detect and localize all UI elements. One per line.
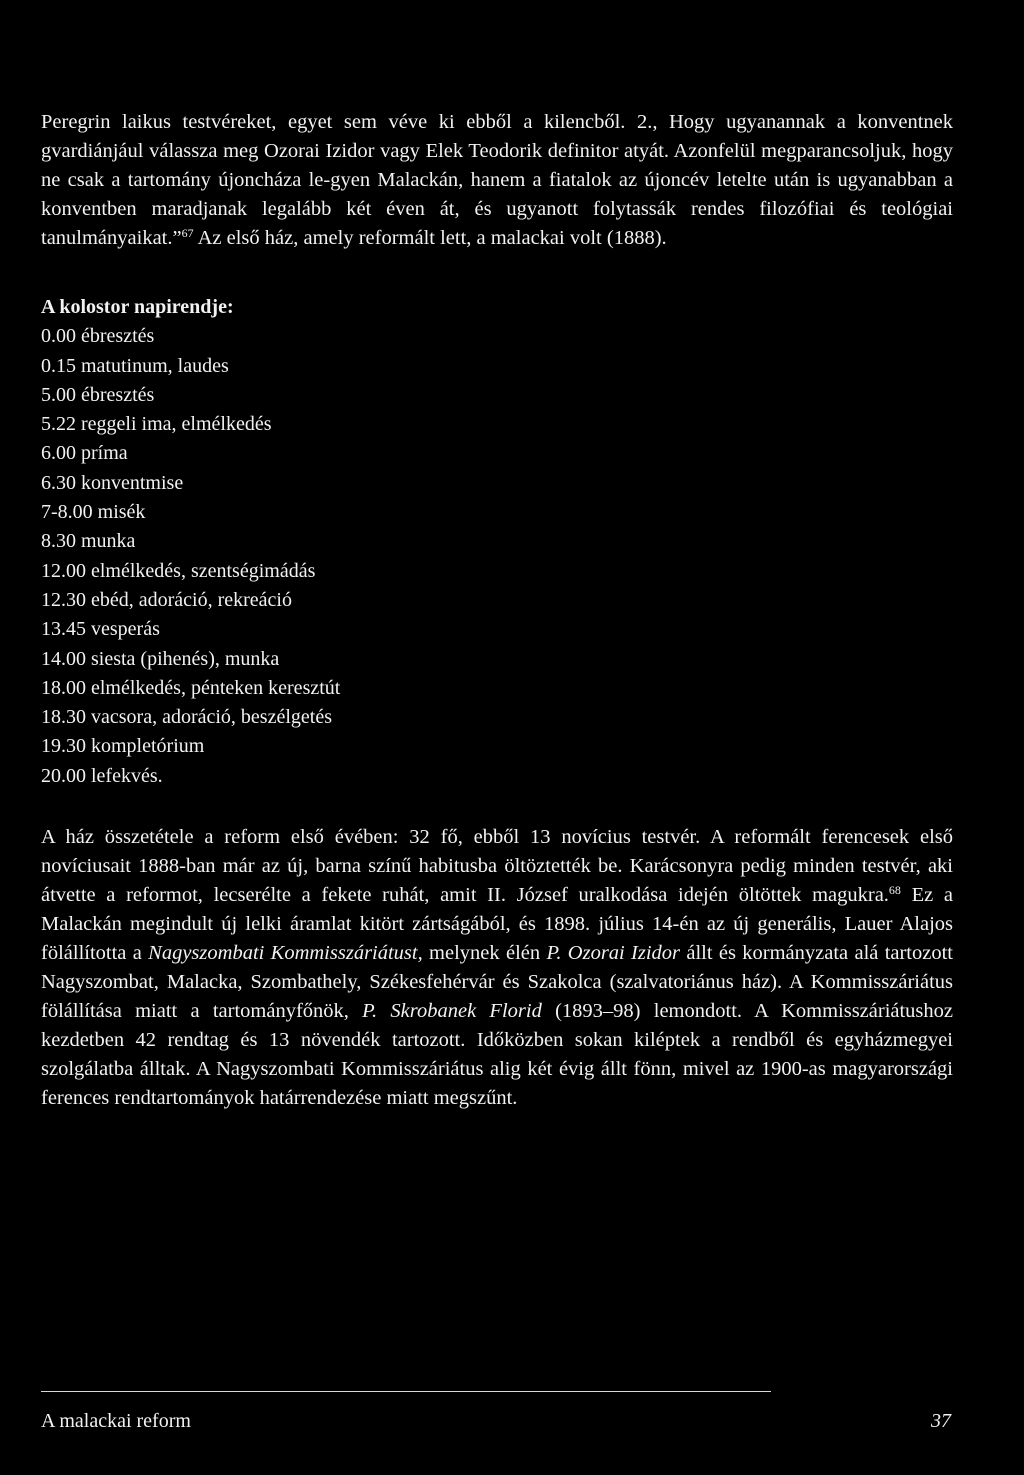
page-content: [41, 108, 953, 1113]
schedule-item: 0.15 matutinum, laudes: [41, 354, 229, 377]
footer-section-title: A malackai reform: [41, 1410, 191, 1432]
body-italic-1: Nagyszombati Kommisszáriátust,: [148, 942, 423, 965]
schedule-item: 19.30 kompletórium: [41, 735, 205, 758]
schedule-item: 6.30 konventmise: [41, 471, 184, 494]
schedule-list: [41, 293, 953, 791]
body-text-2: Ez a Malackán megindult új lelki áramlat kitört zártságából, és 1898. július 14-én az új generális, Lauer Alajos fölállította a: [41, 884, 953, 965]
body-paragraph: [41, 823, 953, 1113]
schedule-title: A kolostor napirendje:: [41, 296, 234, 318]
schedule-item: 5.00 ébresztés: [41, 383, 155, 406]
footnote-ref-67[interactable]: 67: [181, 226, 194, 240]
body-text-5: (1893–98) lemondott. A Kommisszáriátushoz kezdetben 42 rendtag és 13 növendék tartozott. Időközben sokan kiléptek a rendből és egyházmegyei szolgálatba álltak. A Nagyszombati Kommisszáriátus alig két évig állt fönn, mivel az 1900-as magyarországi ferences rendtartományok határrendezése miatt megszűnt.: [41, 1000, 954, 1110]
schedule-item: 6.00 príma: [41, 442, 128, 465]
schedule-item: 14.00 siesta (pihenés), munka: [41, 647, 280, 670]
intro-text-b: Az első ház, amely reformált lett, a malackai volt (1888).: [193, 227, 667, 249]
schedule-item: 7-8.00 misék: [41, 501, 146, 524]
schedule-item: 12.30 ebéd, adoráció, rekreáció: [41, 588, 292, 611]
schedule-item: 13.45 vesperás: [41, 618, 160, 641]
footer-divider: [41, 1391, 771, 1392]
intro-paragraph: [41, 108, 953, 253]
page-number: 37: [931, 1410, 951, 1432]
body-text-3: melynek élén: [422, 942, 547, 965]
footnote-ref-68[interactable]: 68: [888, 883, 901, 898]
body-italic-2: P. Ozorai Izidor: [546, 942, 681, 965]
schedule-item: 12.00 elmélkedés, szentségimádás: [41, 559, 316, 582]
schedule-item: 5.22 reggeli ima, elmélkedés: [41, 413, 272, 436]
schedule-item: 18.30 vacsora, adoráció, beszélgetés: [41, 706, 332, 729]
schedule-item: 8.30 munka: [41, 530, 136, 553]
schedule-item: 0.00 ébresztés: [41, 325, 155, 348]
body-text-1: A ház összetétele a reform első évében: 32 fő, ebből 13 novícius testvér. A reformált ferencesek első novíciusait 1888-ban már az új, barna színű habitusba öltöztették be. Karácsonyra pedig minden testvér, aki átvette a reformot, lecserélte a fekete ruhát, amit II. József uralkodása idején öltöttek magukra.: [41, 826, 953, 907]
schedule-item: 20.00 lefekvés.: [41, 764, 163, 787]
intro-text-a: Peregrin laikus testvéreket, egyet sem véve ki ebből a kilencből. 2., Hogy ugyanannak a konventnek gvardiánjául válassza meg Ozorai Izidor vagy Elek Teodorik definitor atyát. Azonfelül megparancsoljuk, hogy ne csak a tartomány újoncháza le-gyen Malackán, hanem a fiatalok az újoncév letelte után is ugyanabban a konventben maradjanak legalább két éven át, és ugyanott folytassák rendes filozófiai és teológiai tanulmányaikat.”: [41, 111, 953, 249]
schedule-item: 18.00 elmélkedés, pénteken keresztút: [41, 676, 341, 699]
body-text-4: állt és kormányzata alá tartozott Nagyszombat, Malacka, Szombathely, Székesfehérvár és Szakolca (szalvatoriánus ház). A Kommisszáriátus fölállítása miatt a tartományfőnök,: [41, 942, 953, 1023]
body-italic-3: P. Skrobanek Florid: [362, 1000, 542, 1023]
